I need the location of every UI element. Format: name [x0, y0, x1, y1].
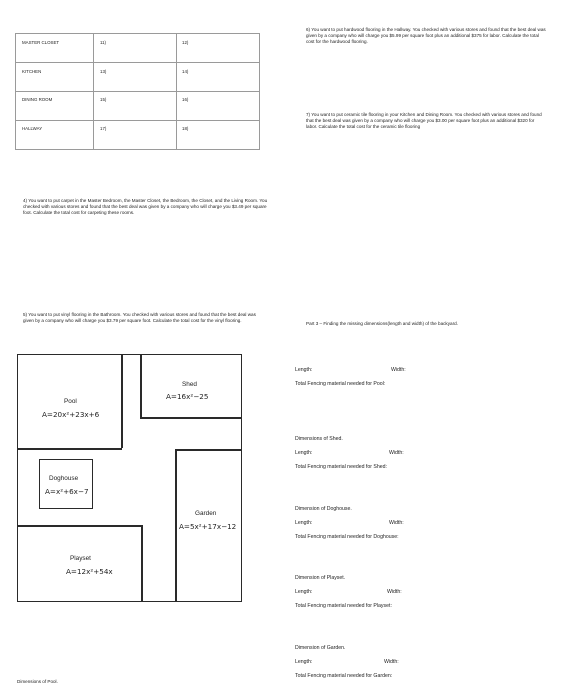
question-5: 5) You want to put vinyl flooring in the Bathroom. You checked with various stores and found that the best deal was given by a company who will charge you $3.79 per square foot. Calculate the total cost for the vinyl flooring. — [23, 312, 256, 323]
shed-width: Width: — [389, 450, 404, 456]
playset-title: Dimension of Playset. — [295, 575, 346, 581]
backyard-diagram — [17, 354, 242, 602]
pool-fence: Total Fencing material needed for Pool: — [295, 381, 386, 387]
garden-width: Width: — [384, 659, 399, 665]
playset-length: Length: — [295, 589, 313, 595]
answer-number: 13) — [100, 69, 107, 74]
doghouse-outline — [39, 459, 93, 509]
doghouse-label: Doghouse — [49, 475, 79, 482]
doghouse-length: Length: — [295, 520, 313, 526]
question-6: 6) You want to put hardwood flooring in the Hallway. You checked with various stores and found that the best deal was given by a company who will charge you $5.99 per square foot plus an additional $375 for labor. Calculate the total cost for the hardwood flooring. — [306, 27, 546, 44]
question-7: 7) You want to put ceramic tile flooring in your Kitchen and Dining Room. You checked with various stores and found that the best deal was given by a company who will charge you $3.00 per square foot plus an additional $320 for labor. Calculate the total cost for the ceramic tile flooring — [306, 112, 542, 129]
pool-area: A=20x²+23x+6 — [42, 410, 100, 419]
answer-number: 11) — [100, 40, 107, 45]
answer-number: 17) — [100, 126, 107, 131]
room-name: HALLWAY — [22, 126, 43, 131]
playset-fence: Total Fencing material needed for Playset: — [295, 603, 392, 609]
pool-width: Width: — [391, 367, 406, 373]
part-3-heading: Part 3 – Finding the missing dimensions(length and width) of the backyard. — [306, 321, 458, 326]
doghouse-fence: Total Fencing material needed for Doghouse: — [295, 534, 399, 540]
answer-number: 12) — [182, 40, 189, 45]
doghouse-title: Dimension of Doghouse. — [295, 506, 352, 512]
answer-number: 18) — [182, 126, 189, 131]
shed-label: Shed — [182, 381, 197, 388]
shed-fence: Total Fencing material needed for Shed: — [295, 464, 387, 470]
answer-number: 16) — [182, 97, 189, 102]
garden-area: A=5x²+17x−12 — [179, 522, 237, 531]
answer-number: 15) — [100, 97, 107, 102]
room-name: KITCHEN — [22, 69, 42, 74]
playset-area: A=12x²+54x — [66, 567, 113, 576]
garden-fence: Total Fencing material needed for Garden: — [295, 673, 393, 679]
shed-length: Length: — [295, 450, 313, 456]
garden-length: Length: — [295, 659, 313, 665]
pool-length: Length: — [295, 367, 313, 373]
playset-width: Width: — [387, 589, 402, 595]
doghouse-area: A=x²+6x−7 — [45, 487, 89, 496]
question-4: 4) You want to put carpet in the Master Bedroom, the Master Closet, the Bedroom, the Closet, and the Living Room. You checked with various stores and found that the best deal was given by a company who will charge you $3.49 per square foot. Calculate the total cost for carpeting these rooms. — [23, 198, 268, 215]
garden-title: Dimension of Garden. — [295, 645, 346, 651]
room-table — [15, 33, 260, 150]
pool-dimensions-footer: Dimensions of Pool. — [17, 679, 58, 684]
playset-label: Playset — [70, 555, 91, 562]
shed-area: A=16x²−25 — [166, 392, 209, 401]
shed-title: Dimensions of Shed. — [295, 436, 343, 442]
answer-number: 14) — [182, 69, 189, 74]
room-name: DINING ROOM — [22, 97, 53, 102]
garden-label: Garden — [195, 510, 217, 517]
doghouse-width: Width: — [389, 520, 404, 526]
pool-label: Pool — [64, 398, 77, 405]
room-name: MASTER CLOSET — [22, 40, 60, 45]
